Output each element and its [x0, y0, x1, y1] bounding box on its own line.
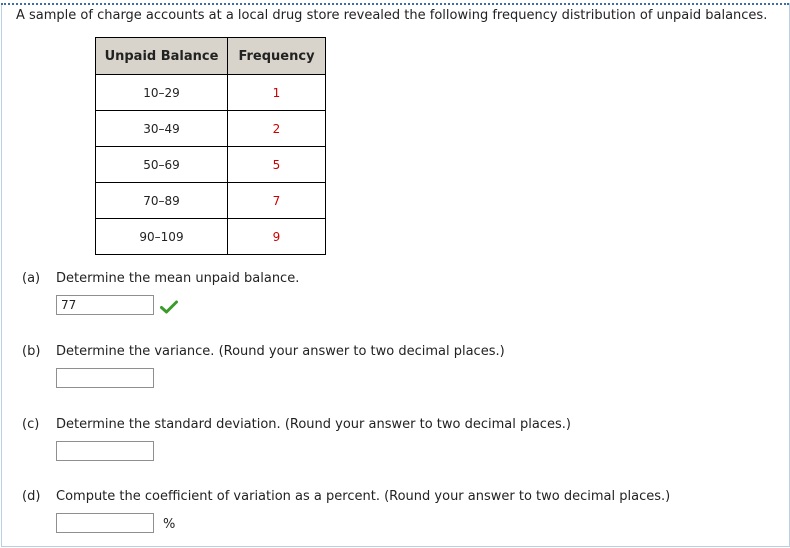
column-header-unpaid-balance: Unpaid Balance	[96, 38, 228, 75]
part-d-label: (d)	[22, 489, 41, 504]
part-d-text: Compute the coefficient of variation as a percent. (Round your answer to two decimal places.)	[56, 489, 671, 504]
table-row	[96, 111, 326, 147]
frequency-cell: 9	[228, 219, 326, 255]
part-a-prompt	[22, 271, 299, 286]
answer-c-input[interactable]	[56, 441, 154, 461]
part-c-text: Determine the standard deviation. (Round your answer to two decimal places.)	[56, 417, 571, 432]
answer-d-input[interactable]	[56, 513, 154, 533]
answer-a-input[interactable]	[56, 295, 154, 315]
check-mark-icon	[160, 300, 178, 314]
table-row	[96, 219, 326, 255]
frequency-cell: 5	[228, 147, 326, 183]
part-b-prompt	[22, 344, 505, 359]
table-row	[96, 75, 326, 111]
percent-unit: %	[163, 517, 176, 532]
frequency-table	[95, 37, 326, 255]
part-c-prompt	[22, 417, 571, 432]
balance-cell: 30–49	[96, 111, 228, 147]
frequency-cell: 1	[228, 75, 326, 111]
column-header-frequency: Frequency	[228, 38, 326, 75]
balance-cell: 10–29	[96, 75, 228, 111]
part-b-text: Determine the variance. (Round your answer to two decimal places.)	[56, 344, 505, 359]
balance-cell: 70–89	[96, 183, 228, 219]
part-b-label: (b)	[22, 344, 41, 359]
part-d-prompt	[22, 489, 670, 504]
balance-cell: 50–69	[96, 147, 228, 183]
table-row	[96, 147, 326, 183]
frequency-cell: 7	[228, 183, 326, 219]
part-a-label: (a)	[22, 271, 41, 286]
frequency-cell: 2	[228, 111, 326, 147]
table-header-row	[96, 38, 326, 75]
question-intro: A sample of charge accounts at a local drug store revealed the following frequency distribution of unpaid balances.	[16, 8, 768, 23]
part-c-label: (c)	[22, 417, 40, 432]
part-a-text: Determine the mean unpaid balance.	[56, 271, 300, 286]
table-row	[96, 183, 326, 219]
balance-cell: 90–109	[96, 219, 228, 255]
dotted-divider	[1, 3, 789, 5]
answer-b-input[interactable]	[56, 368, 154, 388]
